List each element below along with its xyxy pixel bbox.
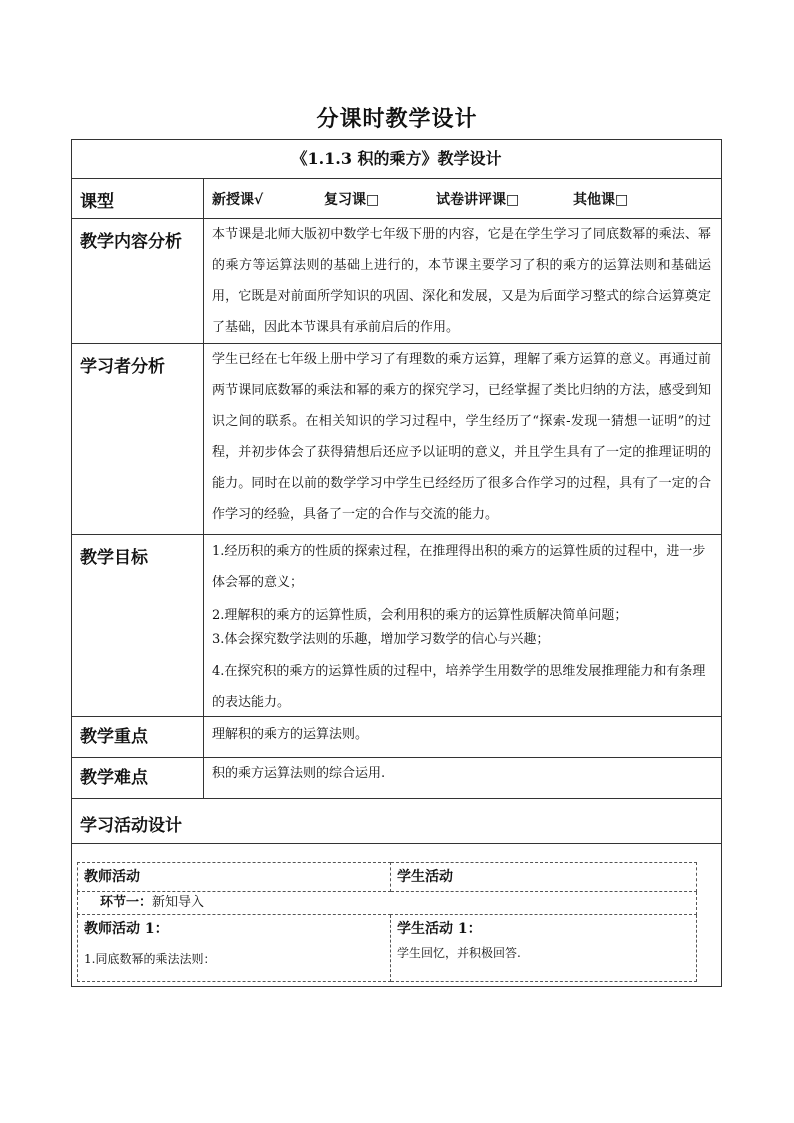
activity-design-body-row	[72, 844, 722, 987]
objective-item: 1.经历积的乘方的性质的探索过程，在推理得出积的乘方的运算性质的过程中，进一步体会幂的意义；	[212, 544, 706, 590]
lesson-type-options	[204, 179, 721, 209]
key-point-text: 理解积的乘方的运算法则。	[212, 727, 369, 742]
objective-item: 4.在探究积的乘方的运算性质的过程中，培养学生用数学的思维发展推理能力和有条理的表达能力。	[212, 664, 706, 710]
student-activity-text: 学生回忆，并积极回答.	[397, 946, 521, 960]
student-activity-label: 学生活动 1：	[397, 921, 482, 937]
objective-item: 3.体会探究数学法则的乐趣，增加学习数学的信心与兴趣；	[212, 632, 550, 647]
objective-item: 2.理解积的乘方的运算性质，会利用积的乘方的运算性质解决简单问题；	[212, 608, 628, 623]
activity-table	[77, 862, 697, 982]
learner-analysis-row	[72, 344, 722, 535]
lesson-type-label: 课型	[80, 192, 114, 212]
option-exam-review-lesson: 试卷讲评课□	[436, 192, 520, 208]
activity-table-header	[78, 863, 697, 892]
content-analysis-text: 本节课是北师大版初中数学七年级下册的内容，它是在学生学习了同底数幂的乘法、幂的乘方等运算法则的基础上进行的，本节课主要学习了积的乘方的运算法则和基础运用，它既是对前面所学知识的巩固、深化和发展，又是为后面学习整式的综合运算奠定了基础，因此本节课具有承前启后的作用。	[212, 227, 711, 335]
lesson-title-row	[72, 140, 722, 179]
lesson-title: 《1.1.3 积的乘方》教学设计	[72, 140, 722, 179]
activity-row	[78, 915, 697, 982]
lesson-design-table	[71, 139, 722, 987]
activity-design-header-row	[72, 799, 722, 844]
option-review-lesson: 复习课□	[324, 192, 380, 208]
key-point-label: 教学重点	[80, 727, 148, 747]
objectives-list	[204, 535, 721, 716]
difficulty-text: 积的乘方运算法则的综合运用.	[212, 766, 386, 781]
teacher-activity-label: 教师活动 1：	[84, 921, 169, 937]
content-analysis-row	[72, 219, 722, 344]
learner-analysis-label: 学习者分析	[80, 357, 165, 377]
content-analysis-label: 教学内容分析	[80, 232, 182, 252]
objectives-label: 教学目标	[80, 548, 148, 568]
teacher-activity-header: 教师活动	[78, 863, 391, 892]
student-activity-header: 学生活动	[391, 863, 697, 892]
stage-prefix: 环节一：	[100, 895, 153, 910]
difficulty-label: 教学难点	[80, 768, 148, 788]
stage-name: 新知导入	[152, 895, 205, 910]
activity-design-label: 学习活动设计	[80, 816, 182, 836]
option-other-lesson: 其他课□	[573, 192, 629, 208]
stage-title	[78, 892, 697, 915]
lesson-type-row	[72, 179, 722, 219]
key-point-row	[72, 717, 722, 758]
stage-row	[78, 892, 697, 915]
difficulty-row	[72, 758, 722, 799]
objectives-row	[72, 535, 722, 717]
teacher-activity-text: 1.同底数幂的乘法法则：	[84, 952, 216, 966]
option-new-lesson: 新授课√	[212, 192, 264, 208]
document-title: 分课时教学设计	[316, 106, 478, 132]
learner-analysis-text: 学生已经在七年级上册中学习了有理数的乘方运算，理解了乘方运算的意义。再通过前两节课同底数幂的乘法和幂的乘方的探究学习，已经掌握了类比归纳的方法，感受到知识之间的联系。在相关知识的学习过程中，学生经历了“探索-发现一猜想一证明”的过程，并初步体会了获得猜想后还应予以证明的意义，并且学生具有了一定的推理证明的能力。同时在以前的数学学习中学生已经经历了很多合作学习的过程，具有了一定的合作学习的经验，具备了一定的合作与交流的能力。	[212, 352, 711, 522]
